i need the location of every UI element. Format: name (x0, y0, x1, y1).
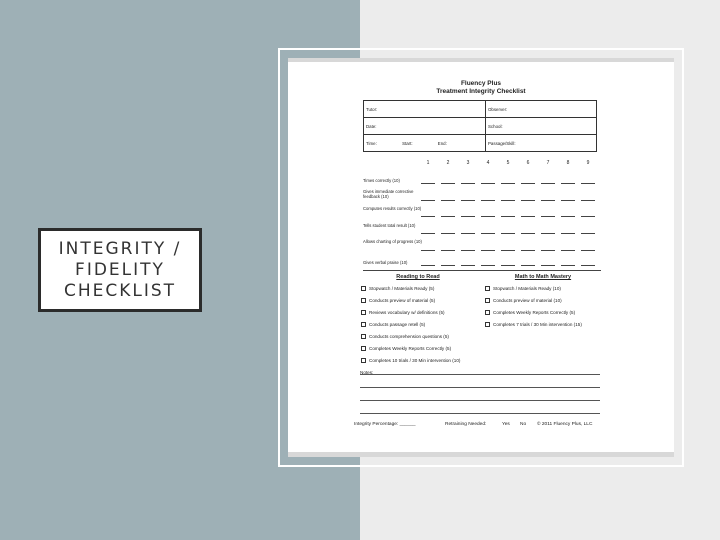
slide-title-box (38, 228, 202, 312)
math-item-label: Conducts preview of material (10) (493, 298, 562, 303)
checkbox-icon (361, 310, 366, 315)
notes-line (360, 387, 600, 388)
math-item (485, 322, 582, 327)
column-number: 2 (446, 160, 450, 166)
math-heading: Math to Math Mastery (514, 274, 572, 280)
integrity-percentage: Integrity Percentage: ______ (354, 422, 416, 427)
retraining-label: Retraining Needed: (445, 422, 487, 427)
reading-item-label: Completes Weekly Reports Correctly (5) (369, 346, 452, 351)
observer-cell (486, 101, 597, 118)
school-label: School: (488, 123, 503, 129)
notes-line (360, 400, 600, 401)
reading-item (361, 334, 449, 339)
section-divider (363, 270, 601, 271)
retraining-no: No (520, 422, 527, 427)
criteria-row-blanks (421, 265, 601, 266)
date-label: Date: (366, 123, 377, 129)
math-item-label: Completes 7 trials / 30 Min intervention (15) (493, 322, 582, 327)
notes-label: Notes: (360, 370, 374, 375)
reading-item (361, 358, 460, 363)
observer-label: Observer: (488, 106, 508, 112)
math-item (485, 286, 561, 291)
column-number: 7 (546, 160, 550, 166)
checkbox-icon (485, 322, 490, 327)
passage-cell (486, 135, 597, 152)
school-cell (486, 118, 597, 135)
checkbox-icon (485, 310, 490, 315)
slide-title-line-1: INTEGRITY / (58, 238, 182, 259)
tutor-cell (364, 101, 486, 118)
reading-item (361, 310, 445, 315)
math-item (485, 310, 575, 315)
reading-item-label: Reviews vocabulary w/ definitions (5) (369, 310, 445, 315)
checkbox-icon (361, 286, 366, 291)
criteria-row-blanks (421, 183, 601, 184)
doc-title: Fluency Plus (460, 80, 502, 87)
checkbox-icon (485, 286, 490, 291)
checkbox-icon (361, 298, 366, 303)
criteria-row-label: Gives verbal praise (10) (363, 260, 408, 265)
date-cell (364, 118, 486, 135)
slide-title-line-2: FIDELITY (75, 259, 165, 280)
slide-title-line-3: CHECKLIST (63, 280, 177, 301)
passage-label: Passage/Skill: (488, 140, 516, 146)
criteria-row-label: Tells student total result (10) (363, 223, 416, 228)
criteria-row-blanks (421, 200, 601, 201)
column-number: 1 (426, 160, 430, 166)
column-number: 5 (506, 160, 510, 166)
criteria-row-blanks (421, 250, 601, 251)
reading-heading: Reading to Read (396, 274, 440, 280)
time-label: Time: (366, 140, 377, 146)
criteria-row-blanks (421, 233, 601, 234)
math-item-label: Completes Weekly Reports Correctly (5) (493, 310, 576, 315)
checkbox-icon (361, 346, 366, 351)
reading-item (361, 286, 434, 291)
retraining-yes: Yes (502, 422, 510, 427)
reading-item-label: Completes 10 trials / 30 Min intervention (10) (369, 358, 461, 363)
checkbox-icon (361, 322, 366, 327)
notes-line (360, 374, 600, 375)
criteria-row-label: Times correctly (10) (363, 178, 400, 183)
start-label: Start: (402, 140, 413, 146)
checkbox-icon (485, 298, 490, 303)
column-number: 8 (566, 160, 570, 166)
column-number: 3 (466, 160, 470, 166)
criteria-row-label: Allows charting of progress (10) (363, 239, 422, 244)
criteria-row-label: Gives immediate corrective feedback (10) (363, 189, 414, 199)
reading-item-label: Conducts passage retell (5) (369, 322, 426, 327)
math-item (485, 298, 562, 303)
notes-line (360, 413, 600, 414)
reading-item (361, 346, 451, 351)
criteria-row-blanks (421, 216, 601, 217)
column-number: 9 (586, 160, 590, 166)
reading-item-label: Conducts comprehension questions (5) (369, 334, 449, 339)
tutor-label: Tutor: (366, 106, 378, 112)
reading-item (361, 322, 425, 327)
criteria-row-label: Computes results correctly (10) (363, 206, 422, 211)
time-cell (364, 135, 486, 152)
checkbox-icon (361, 334, 366, 339)
column-number: 4 (486, 160, 490, 166)
reading-item-label: Conducts preview of material (5) (369, 298, 436, 303)
reading-item-label: Stopwatch / Materials Ready (5) (369, 286, 435, 291)
checkbox-icon (361, 358, 366, 363)
copyright: © 2011 Fluency Plus, LLC (537, 422, 593, 427)
doc-subtitle: Treatment Integrity Checklist (436, 88, 526, 95)
reading-item (361, 298, 435, 303)
info-table (363, 100, 597, 152)
checklist-document (288, 62, 674, 452)
end-label: End: (437, 140, 447, 146)
column-number: 6 (526, 160, 530, 166)
math-item-label: Stopwatch / Materials Ready (10) (493, 286, 561, 291)
